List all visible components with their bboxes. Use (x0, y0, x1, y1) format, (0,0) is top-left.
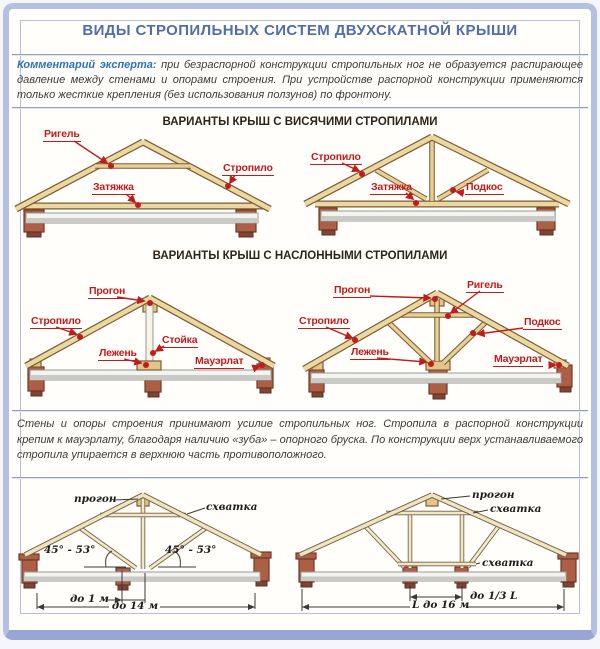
label-rigel-2: Ригель (467, 279, 503, 291)
label-progon-small: прогон (74, 493, 117, 505)
divider-above-middle-text (12, 410, 588, 411)
label-skhvatka-top: схватка (490, 503, 542, 515)
section-header-hanging: ВАРИАНТЫ КРЫШ С ВИСЯЧИМИ СТРОПИЛАМИ (162, 116, 438, 128)
middle-paragraph: Стены и опоры строения принимают усилие стропильных ног. Стропила в распорной конструкции крепим к мауэрлату, благодаря наличию «зуба» – опорного бруска. По конструкции верх устанавливаемого стропила упирается в верхнюю часть противоположного. (17, 418, 583, 461)
section-header-layered: ВАРИАНТЫ КРЫШ С НАСЛОННЫМИ СТРОПИЛАМИ (152, 250, 448, 262)
label-stropilo: Стропило (223, 162, 273, 174)
label-stropilo-2: Стропило (311, 151, 361, 163)
label-angle-left: 45° - 53° (44, 544, 96, 556)
label-skhvatka-mid: схватка (482, 557, 534, 569)
label-zatyazhka: Затяжка (93, 181, 134, 193)
label-mauerlat-2: Мауэрлат (494, 353, 543, 365)
label-progon: Прогон (89, 285, 126, 297)
label-rigel: Ригель (44, 128, 80, 140)
page-title: ВИДЫ СТРОПИЛЬНЫХ СИСТЕМ ДВУХСКАТНОЙ КРЫШИ (82, 22, 518, 39)
divider-under-title (12, 54, 588, 55)
label-skhvatka: схватка (206, 501, 258, 513)
label-stropilo-4: Стропило (299, 315, 349, 327)
label-stropilo-3: Стропило (31, 315, 81, 327)
expert-comment-lead: Комментарий эксперта: (17, 59, 157, 71)
label-progon-2: Прогон (334, 284, 371, 296)
label-lezhen-2: Лежень (351, 346, 389, 358)
label-lezhen: Лежень (99, 347, 137, 359)
label-stoyka: Стойка (162, 334, 198, 346)
hanging-rafters-row (10, 125, 590, 240)
dim-label-third-l: до 1/3 L (470, 590, 518, 602)
label-progon-small-2: прогон (472, 489, 515, 501)
dim-label-14m: до 14 м (111, 600, 159, 612)
dimensioned-diagrams-row (10, 485, 590, 635)
label-podkos: Подкос (466, 181, 503, 193)
label-angle-right: 45° - 53° (165, 544, 217, 556)
label-zatyazhka-2: Затяжка (371, 181, 412, 193)
label-podkos-2: Подкос (524, 316, 561, 328)
label-mauerlat: Мауэрлат (195, 355, 244, 367)
layered-rafters-row (10, 263, 590, 408)
expert-comment (17, 58, 583, 103)
expert-comment-body: при безраспорной конструкции стропильных ног не образуется распирающее давление между стенами и опорами строения. При устройстве распорной конструкции применяются только жесткие крепления (без использования ползунов) по фронтону. (17, 59, 583, 101)
dim-label-16m: L до 16 м (412, 599, 470, 611)
divider-below-middle-text (12, 477, 588, 478)
dim-label-1m: до 1 м (70, 593, 109, 605)
divider-under-comment (12, 107, 588, 108)
